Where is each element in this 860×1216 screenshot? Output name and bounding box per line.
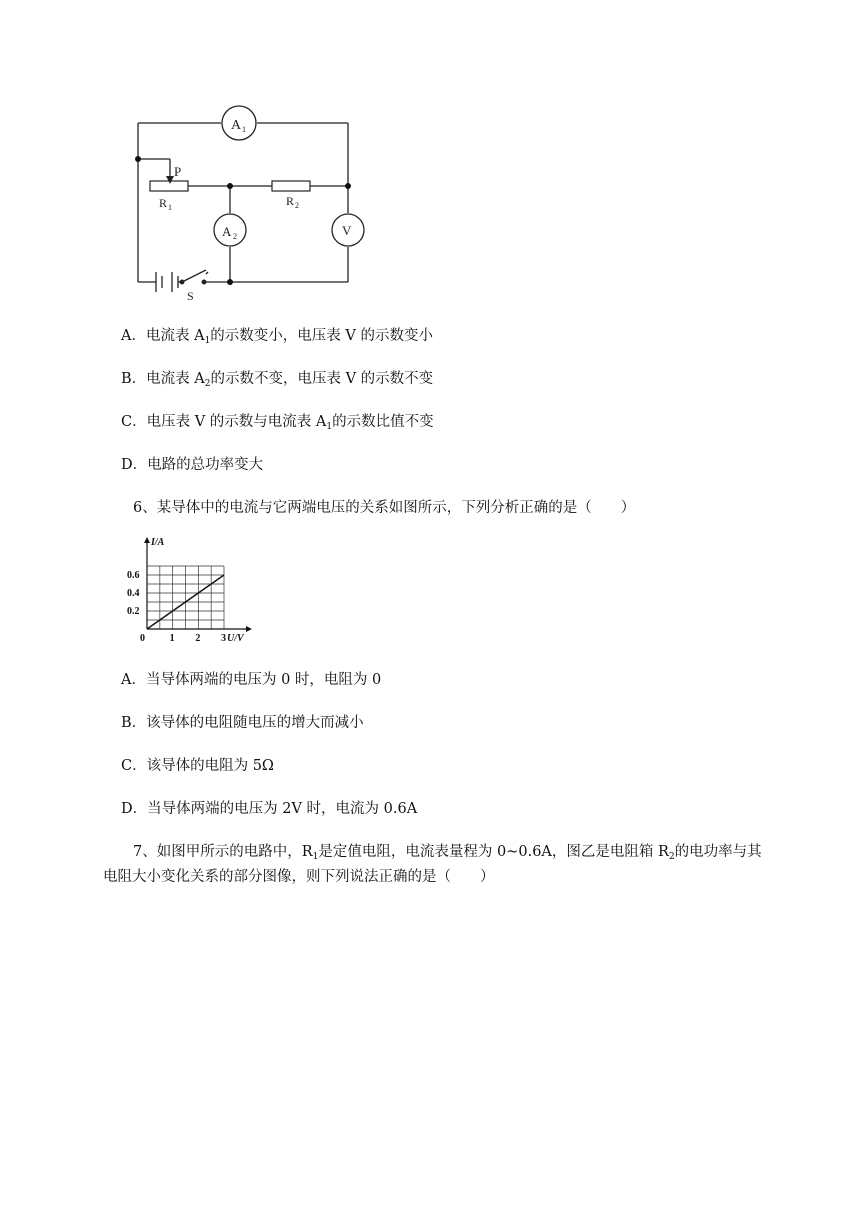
q5-option-a-sub: 1 xyxy=(204,336,211,346)
ammeter-a2 xyxy=(214,214,246,246)
r2-sub: 2 xyxy=(295,201,299,210)
q5-option-a[interactable] xyxy=(121,326,433,351)
r1-sub: 1 xyxy=(168,203,172,212)
slider-label: P xyxy=(174,164,182,179)
x-tick-label: 0 xyxy=(140,633,145,644)
q5-option-c[interactable] xyxy=(121,412,434,437)
y-axis-arrow-icon xyxy=(144,537,150,543)
q6-option-a[interactable]: A．当导体两端的电压为 0 时，电阻为 0 xyxy=(121,672,382,688)
q6-stem: 6、某导体中的电流与它两端电压的关系如图所示，下列分析正确的是（ ） xyxy=(133,500,636,516)
q7-text-b: 是定值电阻，电流表量程为 0~0.6A，图乙是电阻箱 R xyxy=(318,844,669,860)
q5-option-d[interactable] xyxy=(121,455,263,475)
q5-option-b-text-end: 的示数不变，电压表 V 的示数不变 xyxy=(210,371,434,387)
battery-icon xyxy=(156,272,178,292)
q5-option-d-text: D．电路的总功率变大 xyxy=(121,457,264,473)
q5-option-a-text-end: 的示数变小，电压表 V 的示数变小 xyxy=(210,328,433,344)
q6-option-b[interactable]: B．该导体的电阻随电压的增大而减小 xyxy=(121,715,364,731)
q7-text-a: 7、如图甲所示的电路中，R xyxy=(133,844,313,860)
q7-text-c: 的电功率与其 xyxy=(674,844,762,860)
iu-graph xyxy=(125,535,275,647)
svg-text:A: A xyxy=(231,118,242,133)
y-tick-label: 0.4 xyxy=(127,588,140,599)
x-tick-label: 1 xyxy=(169,633,175,644)
q5-option-b-text: B．电流表 A xyxy=(121,371,205,387)
x-tick-label: 3 xyxy=(221,633,226,644)
svg-text:1: 1 xyxy=(242,125,246,134)
resistor-r1 xyxy=(150,181,188,191)
circuit-diagram xyxy=(130,104,370,304)
svg-text:V: V xyxy=(342,223,352,238)
r2-label: R xyxy=(286,194,295,208)
q6-option-d[interactable]: D．当导体两端的电压为 2V 时，电流为 0.6A xyxy=(121,801,418,817)
switch-label: S xyxy=(187,289,194,303)
q5-option-c-text: C．电压表 V 的示数与电流表 A xyxy=(121,414,327,430)
y-axis-label: I/A xyxy=(151,537,165,548)
q6-option-c[interactable]: C．该导体的电阻为 5Ω xyxy=(121,758,274,774)
q5-option-b[interactable] xyxy=(121,369,433,394)
q5-option-b-sub: 2 xyxy=(204,379,211,389)
voltmeter xyxy=(332,214,364,246)
y-tick-label: 0.6 xyxy=(127,570,140,581)
q7-stem-line2: 电阻大小变化关系的部分图像，则下列说法正确的是（ ） xyxy=(103,869,495,885)
r1-label: R xyxy=(159,196,168,210)
svg-text:2: 2 xyxy=(233,232,237,241)
q5-option-c-sub: 1 xyxy=(326,422,333,432)
ammeter-a1 xyxy=(222,106,256,140)
y-tick-label: 0.2 xyxy=(127,606,140,617)
q7-sub-1: 1 xyxy=(312,852,319,862)
x-axis-label: U/V xyxy=(227,633,244,644)
q5-option-c-text-end: 的示数比值不变 xyxy=(332,414,434,430)
q7-stem-line1 xyxy=(133,842,762,867)
x-tick-label: 2 xyxy=(195,633,201,644)
switch-icon xyxy=(180,270,206,284)
q7-sub-2: 2 xyxy=(668,852,675,862)
x-axis-arrow-icon xyxy=(246,626,252,632)
q5-option-a-text: A．电流表 A xyxy=(121,328,205,344)
svg-text:A: A xyxy=(222,224,232,239)
resistor-r2 xyxy=(272,181,310,191)
